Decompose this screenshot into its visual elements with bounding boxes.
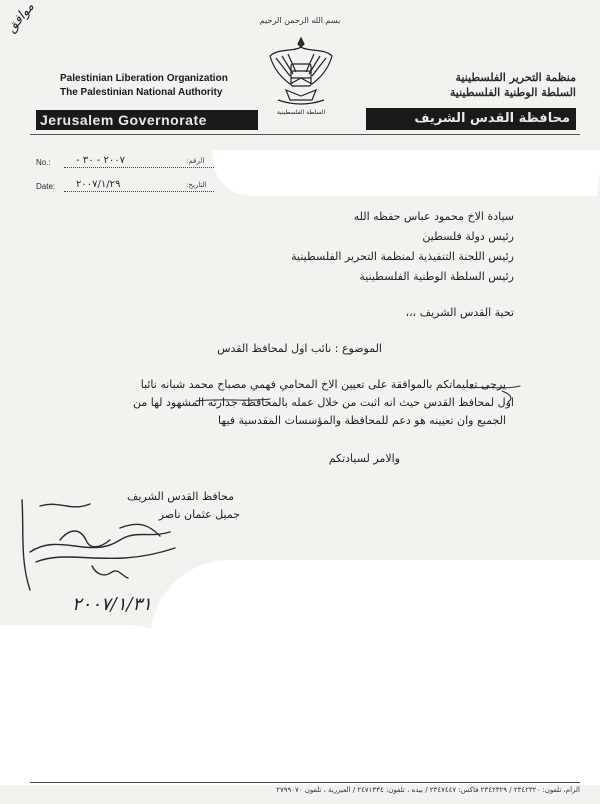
- body-line2: اول لمحافظ القدس حيث انه اثبت من خلال عمله بالمحافظة جدارته المشهود لها من: [132, 396, 514, 409]
- handwritten-date: ٢٠٠٧/١/٣١: [72, 594, 152, 615]
- date-label-ar: التاريخ:: [186, 181, 207, 189]
- addressee-line1: سيادة الاخ محمود عباس حفظه الله: [353, 210, 514, 223]
- reference-number-row: [36, 156, 236, 170]
- governorate-ar-banner: محافظة القدس الشريف: [366, 108, 576, 130]
- governorate-en-banner: Jerusalem Governorate: [36, 110, 258, 130]
- date-row: [36, 180, 236, 194]
- no-label-en: No.:: [36, 158, 51, 167]
- greeting: تحية القدس الشريف ،،،: [405, 306, 514, 319]
- no-label-ar: الرقم:: [186, 157, 205, 165]
- org-name-en: [60, 72, 260, 100]
- addressee-line4: رئيس السلطة الوطنية الفلسطينية: [359, 270, 514, 283]
- eagle-emblem-icon: [264, 34, 338, 118]
- emblem-caption: السلطة الفلسطينية: [276, 109, 326, 116]
- redaction-top: [207, 150, 600, 196]
- org-name-ar-line1: منظمة التحرير الفلسطينية: [455, 71, 576, 84]
- addressee-line3: رئيس اللجنة التنفيذية لمنظمة التحرير الفلسطينية: [291, 250, 514, 263]
- subject-line: الموضوع : نائب اول لمحافظ القدس: [217, 342, 382, 355]
- closing-line: والامر لسيادتكم: [328, 452, 400, 465]
- redaction-bottom-left: [0, 625, 190, 785]
- no-value: ٢٠٠٧ - ٣٠ -: [76, 155, 125, 166]
- org-name-en-line2: The Palestinian National Authority: [60, 87, 223, 98]
- org-name-ar: [376, 70, 576, 100]
- body-line1: يرجى تعليماتكم بالموافقة على تعيين الاخ المحامي فهمي مصباح محمد شبانه نائبا: [140, 378, 506, 391]
- basmala: بسم الله الرحمن الرحيم: [259, 16, 341, 25]
- date-value: ٢٠٠٧/١/٢٩: [76, 179, 121, 190]
- handwritten-margin-note: موافق: [4, 0, 38, 36]
- footer-divider: [30, 782, 580, 783]
- header-divider: [30, 134, 580, 135]
- signatory-name: جميل عثمان ناصر: [158, 508, 240, 521]
- body-line3: الجميع وان تعيينه هو دعم للمحافظة والمؤسسات المقدسية فيها: [218, 414, 506, 427]
- date-label-en: Date:: [36, 182, 56, 191]
- org-name-ar-line2: السلطة الوطنية الفلسطينية: [449, 86, 576, 99]
- footer-contact: الرام، تلفون: ٢٣٤٢٣٢٠ / ٢٣٤٢٣٢٩ فاكس: ٢٣٤٧٤٤٧ / بيده ، تلفون: ٢٤٧١٣٣٤ / العيزرية ، تلفون ٢٧٩٩٠٧٠: [276, 786, 580, 794]
- addressee-line2: رئيس دولة فلسطين: [422, 230, 514, 243]
- org-name-en-line1: Palestinian Liberation Organization: [60, 73, 228, 84]
- signatory-title: محافظ القدس الشريف: [127, 490, 234, 503]
- redaction-bottom: [150, 560, 600, 785]
